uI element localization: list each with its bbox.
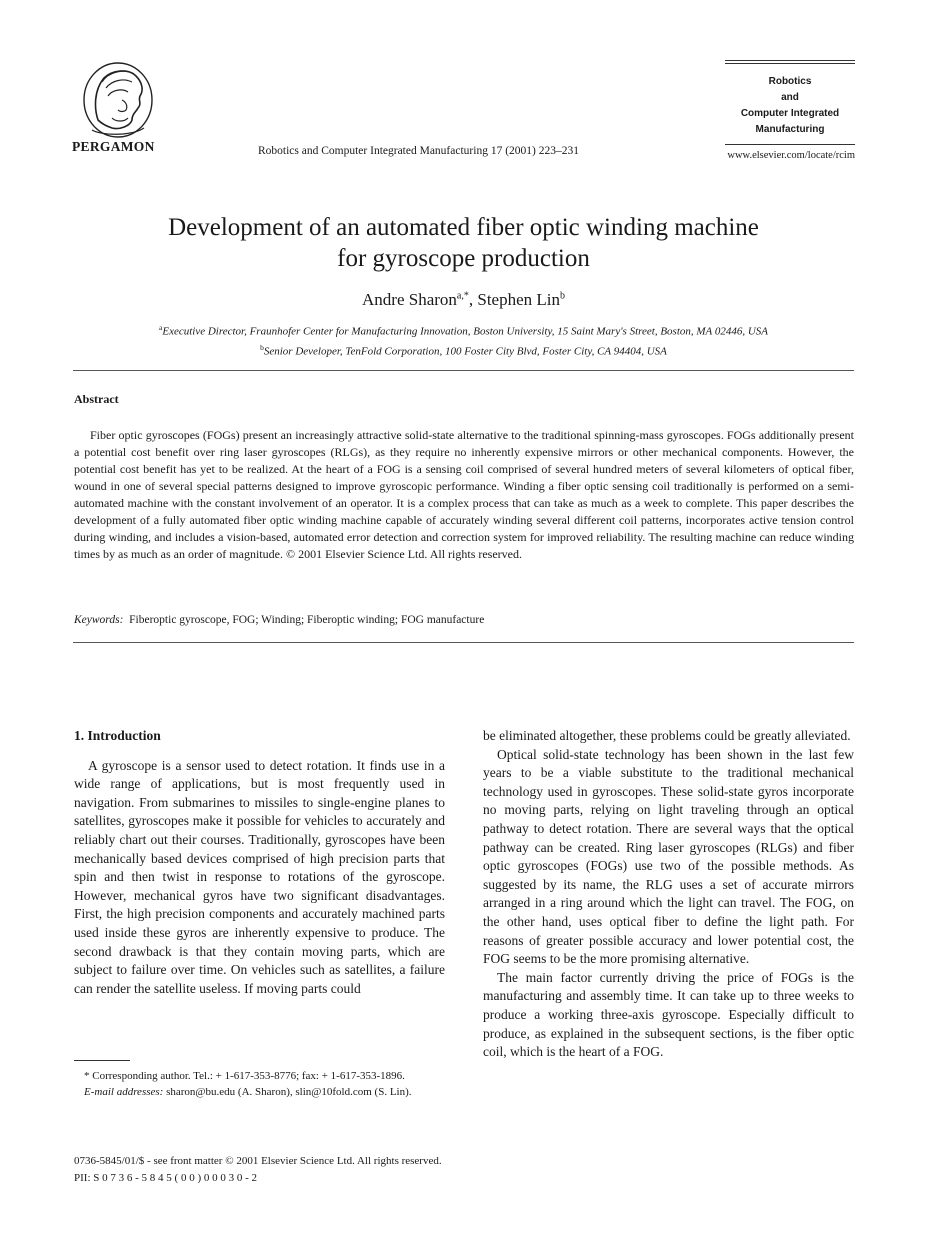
title-block [60, 212, 867, 359]
affiliation-label: b [260, 342, 264, 352]
affiliation-text: Executive Director, Fraunhofer Center for Manufacturing Innovation, Boston University, 15 Saint Mary's Street, Boston, MA 02446, USA [162, 325, 768, 338]
intro-paragraph-continued: be eliminated altogether, these problems could be greatly alleviated. [483, 728, 851, 743]
abstract-heading: Abstract [74, 392, 119, 406]
section-heading: 1. Introduction [74, 728, 161, 743]
title-line: for gyroscope production [337, 245, 590, 272]
divider-top [73, 370, 854, 371]
author-superscript: b [560, 290, 565, 302]
author-name: Stephen Lin [477, 290, 560, 309]
authors [60, 290, 867, 310]
copyright-line: 0736-5845/01/$ - see front matter © 2001 Elsevier Science Ltd. All rights reserved. [74, 1155, 442, 1167]
intro-paragraph: A gyroscope is a sensor used to detect rotation. It finds use in a wide range of applications, but is most frequently used in navigation. From submarines to missiles to single-engine planes to satellites, gyroscopes make it possible for vehicles to accurately and reliably chart out their courses. Traditionally, gyroscopes have been mechanically based devices comprised of high precision parts that spin and then twist in response to rotations of the gyroscope. However, mechanical gyros have two significant disadvantages. First, the high precision components and accurately machined parts used inside these gyros are inherently expensive to produce. The second drawback is that they contain moving parts, which are subject to failure over time. On vehicles such as satellites, a failure can render the satellite useless. If moving parts could [74, 757, 445, 996]
publisher-name: PERGAMON [72, 139, 155, 154]
footnote-email [74, 1084, 445, 1100]
email-label: E-mail addresses: [84, 1086, 164, 1098]
journal-box [725, 60, 855, 161]
affiliation-text: Senior Developer, TenFold Corporation, 100 Foster City Blvd, Foster City, CA 94404, USA [263, 345, 667, 358]
column-left [74, 727, 445, 998]
affiliation-a [60, 320, 867, 340]
journal-box-rule [725, 144, 855, 145]
author-name: Andre Sharon [362, 290, 457, 309]
intro-paragraph: Optical solid-state technology has been shown in the last few years to be a viable substitute to the traditional mechanical technology used in gyroscopes. These solid-state gyros incorporate no moving parts, relying on light traveling through an optical pathway to detect rotation. There are several ways that the optical pathway can be created. Ring laser gyroscopes (RLGs) and fiber optic gyroscopes (FOGs) use two of the possible methods. As suggested by its name, the RLG uses a set of accurate mirrors arranged in a ring around which the light can travel. The FOG, on the other hand, uses optical fiber to define the light path. For reasons of greater possible accuracy and lower potential cost, the FOG seems to be the more promising alternative. [483, 746, 854, 967]
journal-name-line: Manufacturing [755, 124, 825, 135]
abstract-text: Fiber optic gyroscopes (FOGs) present an increasingly attractive solid-state alternative to the traditional spinning-mass gyroscopes. FOGs additionally present a potential cost benefit over ring laser gyroscopes (RLGs), as they require no inherently expensive mirrors or other mechanical components. However, the potential cost benefit has yet to be realized. At the heart of a FOG is a sensing coil comprised of several hundred meters of several kilometers of optical fiber, wound in one of several special patterns designed to improve gyroscopic performance. Winding a fiber optic sensing coil traditionally is performed on a semi-automated machine with the constant involvement of an operator. It is a complex process that can take as much as a week to complete. This paper describes the development of a fully automated fiber optic winding machine capable of accurately winding several different coil patterns, incorporates active tension control during winding, and includes a vision-based, automated error detection and correction system for improved reliability. The resulting machine can reduce winding times by as much as an order of magnitude. © 2001 Elsevier Science Ltd. All rights reserved. [74, 428, 854, 561]
affiliations [60, 320, 867, 359]
footnotes [74, 1068, 445, 1100]
divider-bottom [73, 642, 854, 643]
keywords-text: Fiberoptic gyroscope, FOG; Winding; Fiberoptic winding; FOG manufacture [129, 614, 485, 626]
footnote-corresponding: * Corresponding author. Tel.: + 1-617-353-8776; fax: + 1-617-353-1896. [84, 1070, 405, 1082]
pergamon-head-icon [72, 60, 168, 140]
intro-paragraph: The main factor currently driving the price of FOGs is the manufacturing and assembly time. It can take up to three weeks to produce a working three-axis gyroscope. Especially difficult to produce, as explained in the subsequent sections, is the fiber optic coil, which is the heart of a FOG. [483, 969, 854, 1060]
journal-reference: Robotics and Computer Integrated Manufacturing 17 (2001) 223–231 [258, 145, 579, 157]
keywords-label: Keywords: [74, 614, 124, 626]
keywords [74, 614, 484, 626]
footnote-rule [74, 1060, 130, 1061]
column-right [483, 727, 854, 1062]
front-matter [74, 1153, 442, 1187]
journal-box-rule [725, 63, 855, 64]
affiliation-label: a [159, 323, 163, 332]
journal-name-line: Computer Integrated [740, 108, 840, 119]
author-separator: , [468, 290, 478, 309]
journal-name-line: Robotics [768, 76, 812, 87]
corresponding-mark: * [463, 290, 469, 302]
email-addresses[interactable]: sharon@bu.edu (A. Sharon), slin@10fold.com (S. Lin). [166, 1086, 412, 1098]
journal-box-rule [725, 60, 855, 61]
title-line: Development of an automated fiber optic winding machine [168, 214, 759, 241]
journal-name [725, 66, 855, 144]
affiliation-b [60, 340, 867, 360]
journal-name-line: and [781, 92, 799, 103]
paper-title [60, 212, 867, 274]
pii-line: PII: S 0 7 3 6 - 5 8 4 5 ( 0 0 ) 0 0 0 3 0 - 2 [74, 1172, 258, 1184]
author-superscript: a, [456, 290, 464, 302]
journal-url[interactable]: www.elsevier.com/locate/rcim [727, 150, 855, 161]
